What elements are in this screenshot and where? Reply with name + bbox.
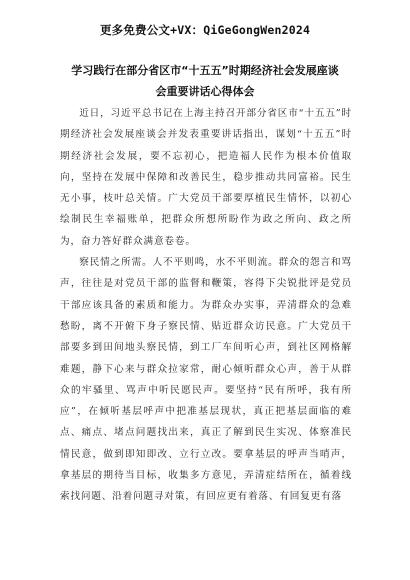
title-line-1: 学习践行在部分省区市“十五五”时期经济社会发展座谈 [71,64,339,77]
paragraph: 察民情之所需。人不平则鸣，水不平则流。群众的怨言和骂声，往往是对党员干部的监督和鞭策，容得下尖锐批评是党员干部应该具备的素质和能力。为群众办实事，弄清群众的急难愁盼，离不开俯下身子察民情、贴近群众访民意。广大党员干部要多到田间地头察民情，到工厂车间听心声，到社区网格解难题，静下心来与群众拉家常，耐心倾听群众心声，善于从群众的牢骚里、骂声中听民愿民声。要坚持“民有所呼，我有所应”，在倾听基层呼声中把准基层现状，真正把基层面临的难点、痛点、堵点问题找出来，真正了解到民生实况、体察准民情民意，做到即知即改、立行立改。要拿基层的呼声当哨声，拿基层的期待当目标，收集多方意见，弄清症结所在，循着线索找问题、沿着问题寻对策，有回应更有着落、有回复更有落 [60,257,352,503]
document-body [60,103,352,508]
promo-banner: 更多免费公文+VX：QiGeGongWen2024 [99,23,311,37]
paragraph: 近日，习近平总书记在上海主持召开部分省区市“十五五”时期经济社会发展座谈会并发表重要讲话指出，谋划“十五五”时期经济社会发展，要不忘初心，把造福人民作为根本价值取向，坚持在发展中保障和改善民生，稳步推动共同富裕。民生无小事，枝叶总关情。广大党员干部要厚植民生情怀，以初心绘制民生幸福账单，把群众所想所盼作为政之所向、政之所为，奋力答好群众满意卷卷。 [60,108,352,247]
title-line-2: 会重要讲话心得体会 [155,85,255,98]
document-title [60,60,350,102]
